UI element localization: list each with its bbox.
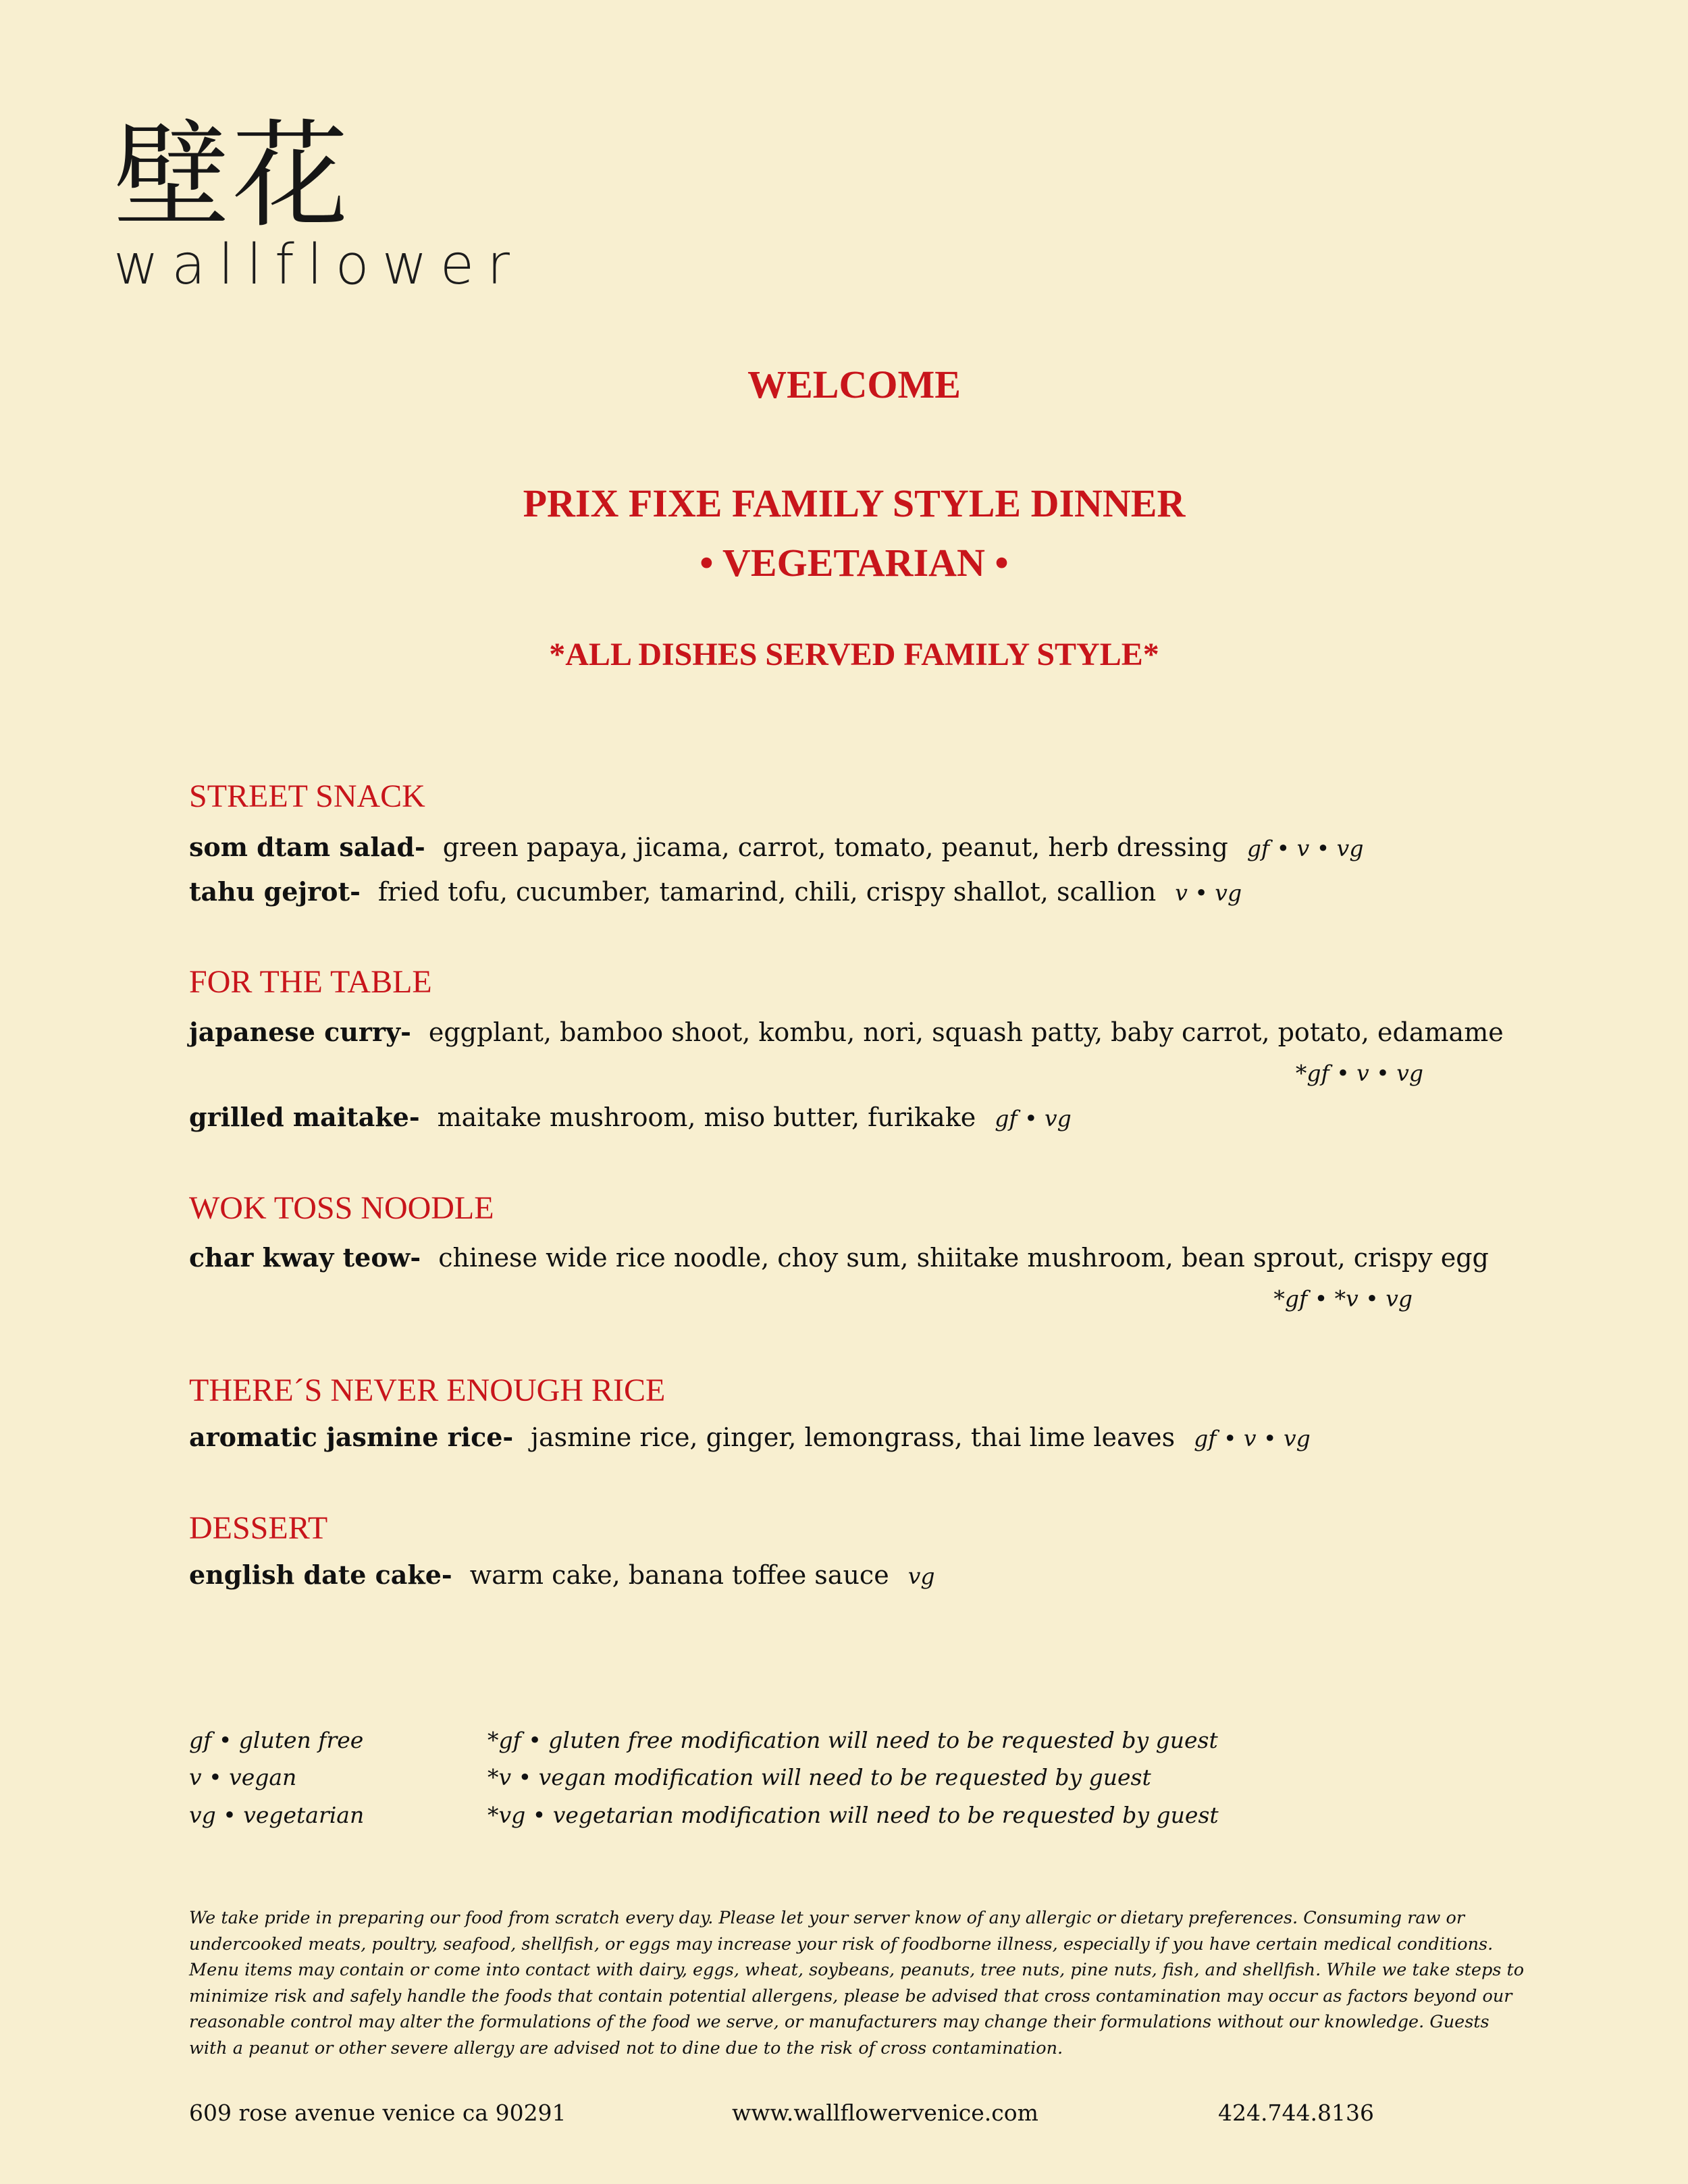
legend-v-modification: *v • vegan modification will need to be requested by guest [487,1764,1151,1790]
dish-name: japanese curry- [189,1017,411,1047]
dish-name: grilled maitake- [189,1102,420,1132]
menu-item-som-dtam-salad [189,832,1363,862]
welcome-heading: WELCOME [747,363,961,406]
dish-name: aromatic jasmine rice- [189,1422,514,1452]
dish-dietary-tags-char-kway-teow: *gf • *v • vg [1273,1285,1413,1312]
legend-vg-modification: *vg • vegetarian modification will need to be requested by guest [487,1802,1219,1828]
dish-description: eggplant, bamboo shoot, kombu, nori, squash patty, baby carrot, potato, edamame [428,1017,1504,1047]
dish-dietary-tags: v • vg [1175,880,1242,906]
dish-dietary-tags-japanese-curry: *gf • v • vg [1295,1060,1423,1086]
menu-item-grilled-maitake [189,1102,1072,1132]
dish-dietary-tags: gf • v • vg [1246,835,1364,861]
vegetarian-heading: • VEGETARIAN • [700,541,1009,585]
dish-description: green papaya, jicama, carrot, tomato, peanut, herb dressing [442,832,1228,862]
menu-item-english-date-cake [189,1560,934,1590]
section-title-street-snack: STREET SNACK [189,778,425,814]
dish-name: som dtam salad- [189,832,425,862]
dish-description: maitake mushroom, miso butter, furikake [437,1102,976,1132]
legend-vegan: v • vegan [189,1764,297,1790]
dish-name: char kway teow- [189,1242,421,1273]
prix-fixe-heading: PRIX FIXE FAMILY STYLE DINNER [523,481,1186,525]
section-title-for-the-table: FOR THE TABLE [189,964,432,1000]
menu-item-japanese-curry [189,1017,1504,1047]
legend-gf-modification: *gf • gluten free modification will need to be requested by guest [487,1727,1218,1753]
dish-dietary-tags: vg [907,1563,935,1589]
menu-item-char-kway-teow [189,1242,1489,1273]
restaurant-logo [113,108,523,297]
dish-description: jasmine rice, ginger, lemongrass, thai lime leaves [531,1422,1176,1452]
dish-dietary-tags: gf • v • vg [1194,1425,1311,1451]
logo-chinese-characters: 壁花 [113,108,351,244]
section-title-rice: THERE´S NEVER ENOUGH RICE [189,1373,666,1408]
menu-item-aromatic-jasmine-rice [189,1422,1311,1452]
section-title-wok-toss-noodle: WOK TOSS NOODLE [189,1190,494,1226]
family-style-note: *ALL DISHES SERVED FAMILY STYLE* [549,637,1159,672]
legend-vegetarian: vg • vegetarian [189,1802,365,1828]
footer-address: 609 rose avenue venice ca 90291 [189,2100,566,2126]
dish-description: chinese wide rice noodle, choy sum, shiitake mushroom, bean sprout, crispy egg [438,1243,1489,1273]
dish-name: english date cake- [189,1560,452,1590]
logo-wordmark: wallflower [113,233,523,297]
allergy-disclaimer: We take pride in preparing our food from scratch every day. Please let your server know of any allergic or dietary preferences. Consuming raw or undercooked meats, poultry, seafood, shellfish, or eggs may increase your risk of foodborne illness, especially if you have certain medical conditions. Menu items may contain or come into contact with dairy, eggs, wheat, soybeans, peanuts, tree nuts, pine nuts, fish, and shellfish. While we take steps to minimize risk and safely handle the foods that contain potential allergens, please be advised that cross contamination may occur as factors beyond our reasonable control may alter the formulations of the food we serve, or manufacturers may change their formulations without our knowledge. Guests with a peanut or other severe allergy are advised not to dine due to the risk of cross contamination. [189,1908,1525,2058]
legend-gluten-free: gf • gluten free [189,1727,364,1753]
dish-description: fried tofu, cucumber, tamarind, chili, crispy shallot, scallion [377,877,1157,907]
footer-website-link[interactable]: www.wallflowervenice.com [732,2100,1038,2126]
dish-description: warm cake, banana toffee sauce [469,1560,889,1590]
dish-name: tahu gejrot- [189,876,361,907]
menu-item-tahu-gejrot [189,876,1242,907]
footer-phone[interactable]: 424.744.8136 [1218,2100,1374,2126]
section-title-dessert: DESSERT [189,1510,328,1546]
dish-dietary-tags: gf • vg [995,1105,1072,1131]
